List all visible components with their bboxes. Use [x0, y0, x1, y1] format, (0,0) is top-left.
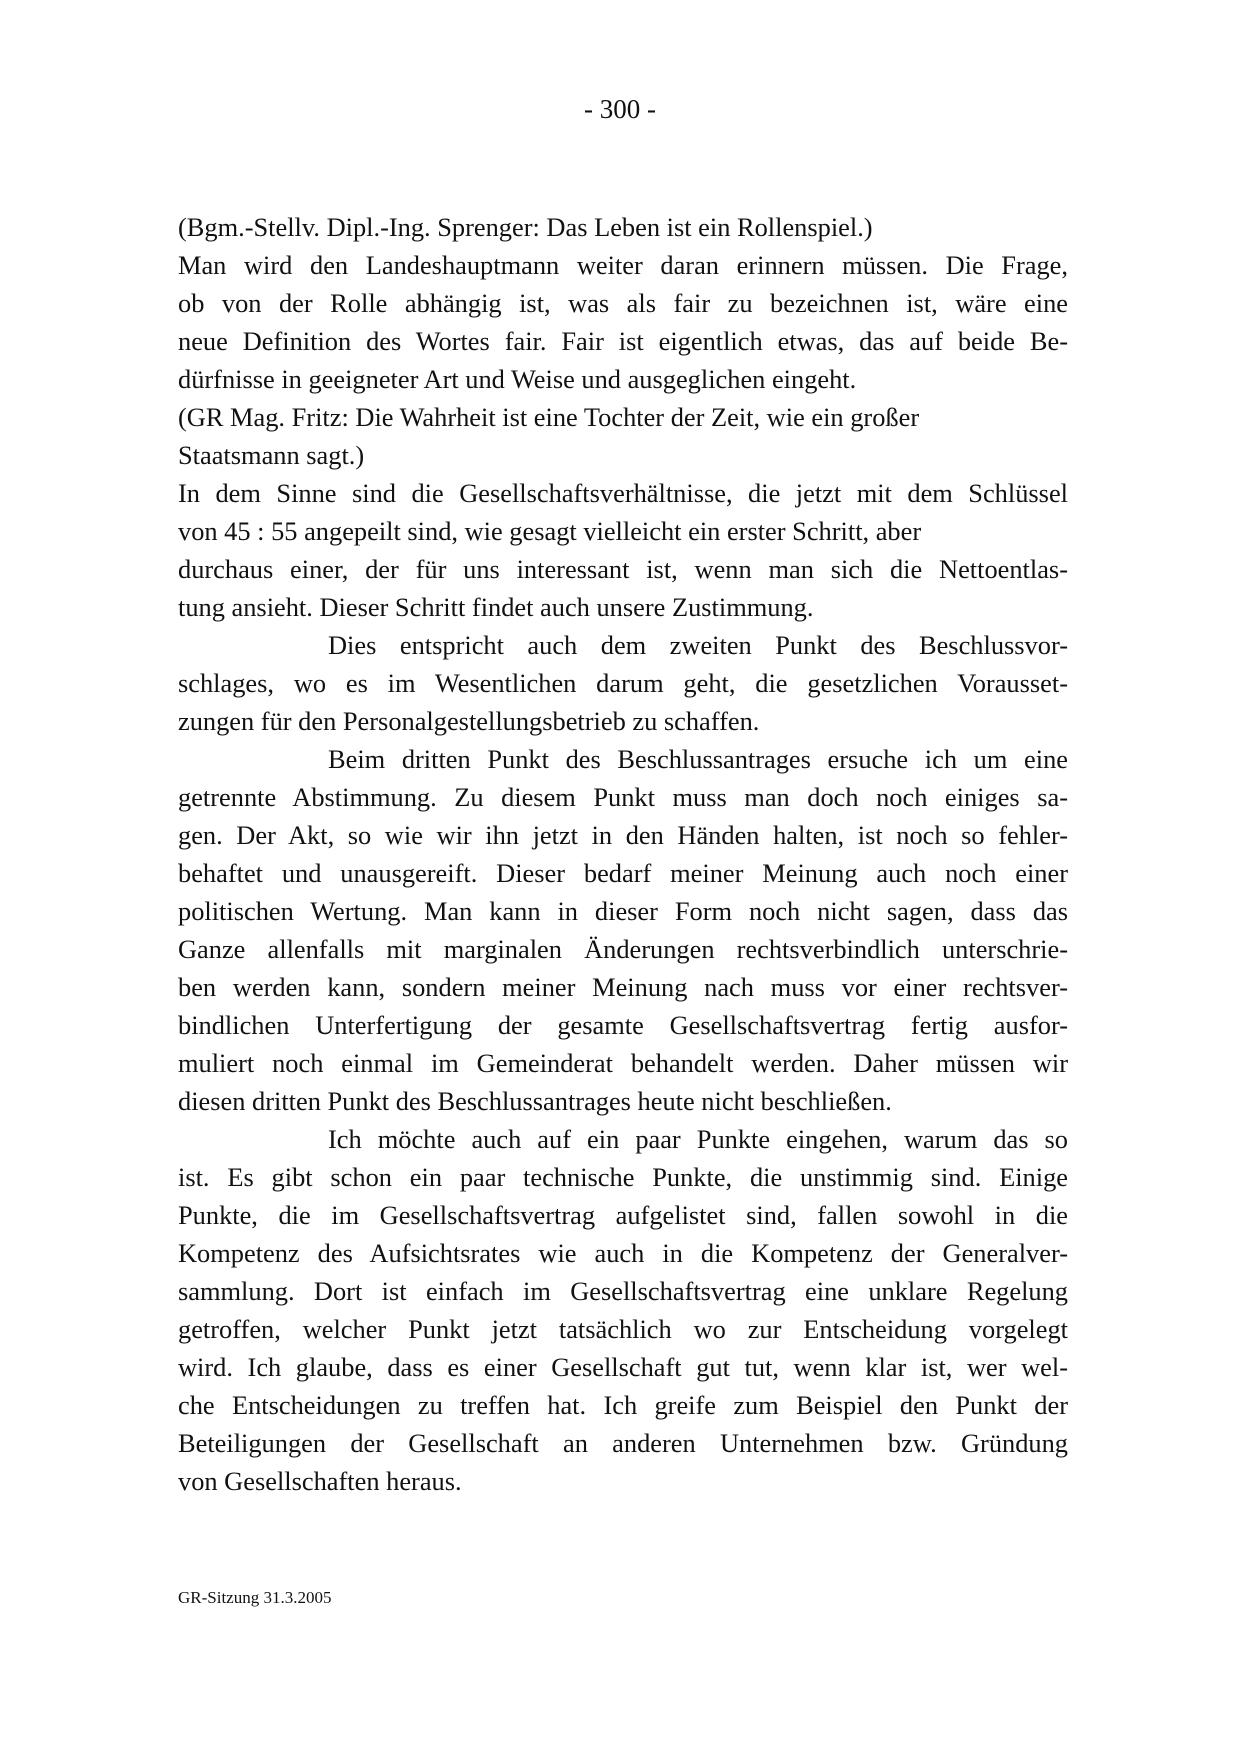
text-line: Kompetenz des Aufsichtsrates wie auch in die Kompetenz der Generalver-: [178, 1238, 1068, 1268]
text-line: dürfnisse in geeigneter Art und Weise und ausgeglichen eingeht.: [178, 364, 857, 394]
body-text: [178, 208, 1068, 1500]
text-line: zungen für den Personalgestellungsbetrieb zu schaffen.: [178, 706, 760, 736]
text-line: durchaus einer, der für uns interessant ist, wenn man sich die Nettoentlas-: [178, 554, 1068, 584]
text-line: von 45 : 55 angepeilt sind, wie gesagt vielleicht ein erster Schritt, aber: [178, 516, 922, 546]
text-line: behaftet und unausgereift. Dieser bedarf meiner Meinung auch noch einer: [178, 858, 1068, 888]
text-line: sammlung. Dort ist einfach im Gesellschaftsvertrag eine unklare Regelung: [178, 1276, 1068, 1306]
text-line: Punkte, die im Gesellschaftsvertrag aufgelistet sind, fallen sowohl in die: [178, 1200, 1068, 1230]
text-line: tung ansieht. Dieser Schritt findet auch unsere Zustimmung.: [178, 592, 814, 622]
text-line: Ganze allenfalls mit marginalen Änderungen rechtsverbindlich unterschrie-: [178, 934, 1068, 964]
text-line: Staatsmann sagt.): [178, 440, 365, 470]
text-line: diesen dritten Punkt des Beschlussantrages heute nicht beschließen.: [178, 1086, 892, 1116]
text-line: Beteiligungen der Gesellschaft an anderen Unternehmen bzw. Gründung: [178, 1428, 1068, 1458]
text-line: ob von der Rolle abhängig ist, was als fair zu bezeichnen ist, wäre eine: [178, 288, 1068, 318]
text-line: wird. Ich glaube, dass es einer Gesellschaft gut tut, wenn klar ist, wer wel-: [178, 1352, 1068, 1382]
text-line: politischen Wertung. Man kann in dieser Form noch nicht sagen, dass das: [178, 896, 1068, 926]
text-line: ben werden kann, sondern meiner Meinung nach muss vor einer rechtsver-: [178, 972, 1068, 1002]
text-line: Dies entspricht auch dem zweiten Punkt des Beschlussvor-: [328, 630, 1068, 660]
text-line: In dem Sinne sind die Gesellschaftsverhältnisse, die jetzt mit dem Schlüssel: [178, 478, 1068, 508]
text-line: neue Definition des Wortes fair. Fair ist eigentlich etwas, das auf beide Be-: [178, 326, 1068, 356]
text-line: Ich möchte auch auf ein paar Punkte eingehen, warum das so: [328, 1124, 1068, 1154]
text-line: (GR Mag. Fritz: Die Wahrheit ist eine Tochter der Zeit, wie ein großer: [178, 402, 920, 432]
text-line: Man wird den Landeshauptmann weiter daran erinnern müssen. Die Frage,: [178, 250, 1068, 280]
text-line: gen. Der Akt, so wie wir ihn jetzt in den Händen halten, ist noch so fehler-: [178, 820, 1068, 850]
text-line: schlages, wo es im Wesentlichen darum geht, die gesetzlichen Vorausset-: [178, 668, 1068, 698]
text-line: ist. Es gibt schon ein paar technische Punkte, die unstimmig sind. Einige: [178, 1162, 1068, 1192]
text-line: bindlichen Unterfertigung der gesamte Gesellschaftsvertrag fertig ausfor-: [178, 1010, 1068, 1040]
footer-session-date: GR-Sitzung 31.3.2005: [178, 1588, 332, 1607]
text-line: che Entscheidungen zu treffen hat. Ich greife zum Beispiel den Punkt der: [178, 1390, 1068, 1420]
text-line: Beim dritten Punkt des Beschlussantrages ersuche ich um eine: [328, 744, 1068, 774]
text-line: (Bgm.-Stellv. Dipl.-Ing. Sprenger: Das Leben ist ein Rollenspiel.): [178, 212, 873, 242]
text-line: getrennte Abstimmung. Zu diesem Punkt muss man doch noch einiges sa-: [178, 782, 1068, 812]
page-number: - 300 -: [584, 94, 656, 124]
text-line: von Gesellschaften heraus.: [178, 1466, 462, 1496]
text-line: getroffen, welcher Punkt jetzt tatsächlich wo zur Entscheidung vorgelegt: [178, 1314, 1068, 1344]
text-line: muliert noch einmal im Gemeinderat behandelt werden. Daher müssen wir: [178, 1048, 1068, 1078]
